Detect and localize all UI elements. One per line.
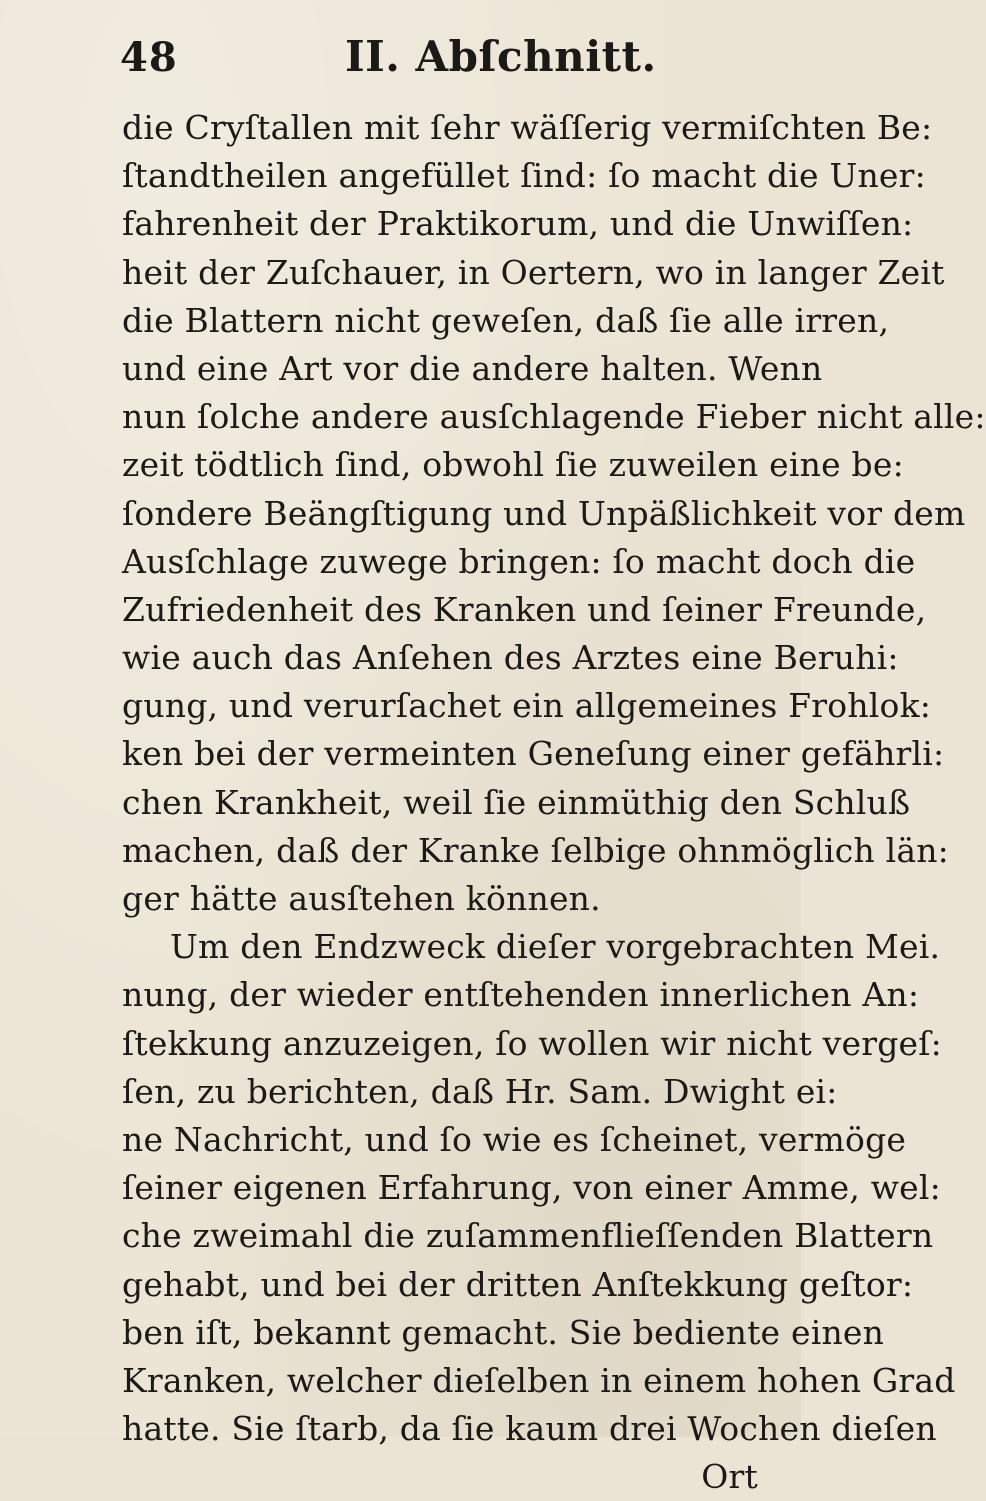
text-line: Zufriedenheit des Kranken und ſeiner Freunde, xyxy=(122,589,927,629)
text-line: und eine Art vor die andere halten. Wenn xyxy=(122,348,823,388)
text-line: fahrenheit der Praktikorum, und die Unwiſſen: xyxy=(122,204,914,244)
page-header xyxy=(120,28,680,88)
text-line: heit der Zuſchauer, in Oertern, wo in langer Zeit xyxy=(122,252,945,292)
text-line: ne Nachricht, und ſo wie es ſcheinet, vermöge xyxy=(122,1119,907,1159)
text-line: ſen, zu berichten, daß Hr. Sam. Dwight ei: xyxy=(122,1071,838,1111)
page-number: 48 xyxy=(120,34,178,81)
text-line: nung, der wieder entſtehenden innerlichen An: xyxy=(122,975,920,1015)
text-line: ſondere Beängſtigung und Unpäßlichkeit vor dem xyxy=(122,493,966,533)
text-line: Kranken, welcher dieſelben in einem hohen Grad xyxy=(122,1360,956,1400)
text-line: machen, daß der Kranke ſelbige ohnmöglich län: xyxy=(122,830,949,870)
text-line: die Blattern nicht geweſen, daß ſie alle irren, xyxy=(122,300,890,340)
text-line: gung, und verurſachet ein allgemeines Frohlok: xyxy=(122,686,932,726)
text-line: ſeiner eigenen Erfahrung, von einer Amme, wel: xyxy=(122,1168,941,1208)
body-text xyxy=(122,104,986,1501)
text-line: ken bei der vermeinten Geneſung einer gefährli: xyxy=(122,734,945,774)
text-line: chen Krankheit, weil ſie einmüthig den Schluß xyxy=(122,782,911,822)
text-line: wie auch das Anſehen des Arztes eine Beruhi: xyxy=(122,638,899,678)
running-title: II. Abſchnitt. xyxy=(345,32,657,81)
text-line: ger hätte ausſtehen können. xyxy=(122,879,601,918)
text-line: che zweimahl die zuſammenflieſſenden Blattern xyxy=(122,1216,934,1256)
paragraph-start-line: Um den Endzweck dieſer vorgebrachten Mei. xyxy=(170,927,941,967)
text-line: ben iſt, bekannt gemacht. Sie bediente einen xyxy=(122,1312,885,1352)
text-line: zeit tödtlich ſind, obwohl ſie zuweilen eine be: xyxy=(122,445,904,485)
text-line: hatte. Sie ſtarb, da ſie kaum drei Wochen dieſen xyxy=(122,1409,937,1449)
text-line: Ausſchlage zuwege bringen: ſo macht doch die xyxy=(122,541,916,581)
catchword: Ort xyxy=(701,1457,758,1497)
text-line: die Cryſtallen mit ſehr wäſſerig vermiſchten Be: xyxy=(122,108,933,147)
text-line: gehabt, und bei der dritten Anſtekkung geſtor: xyxy=(122,1264,914,1304)
text-line: ſtekkung anzuzeigen, ſo wollen wir nicht vergeſ: xyxy=(122,1023,943,1063)
text-line: nun ſolche andere ausſchlagende Fieber nicht alle: xyxy=(122,397,986,437)
text-line: ſtandtheilen angefüllet ſind: ſo macht die Uner: xyxy=(122,156,926,196)
